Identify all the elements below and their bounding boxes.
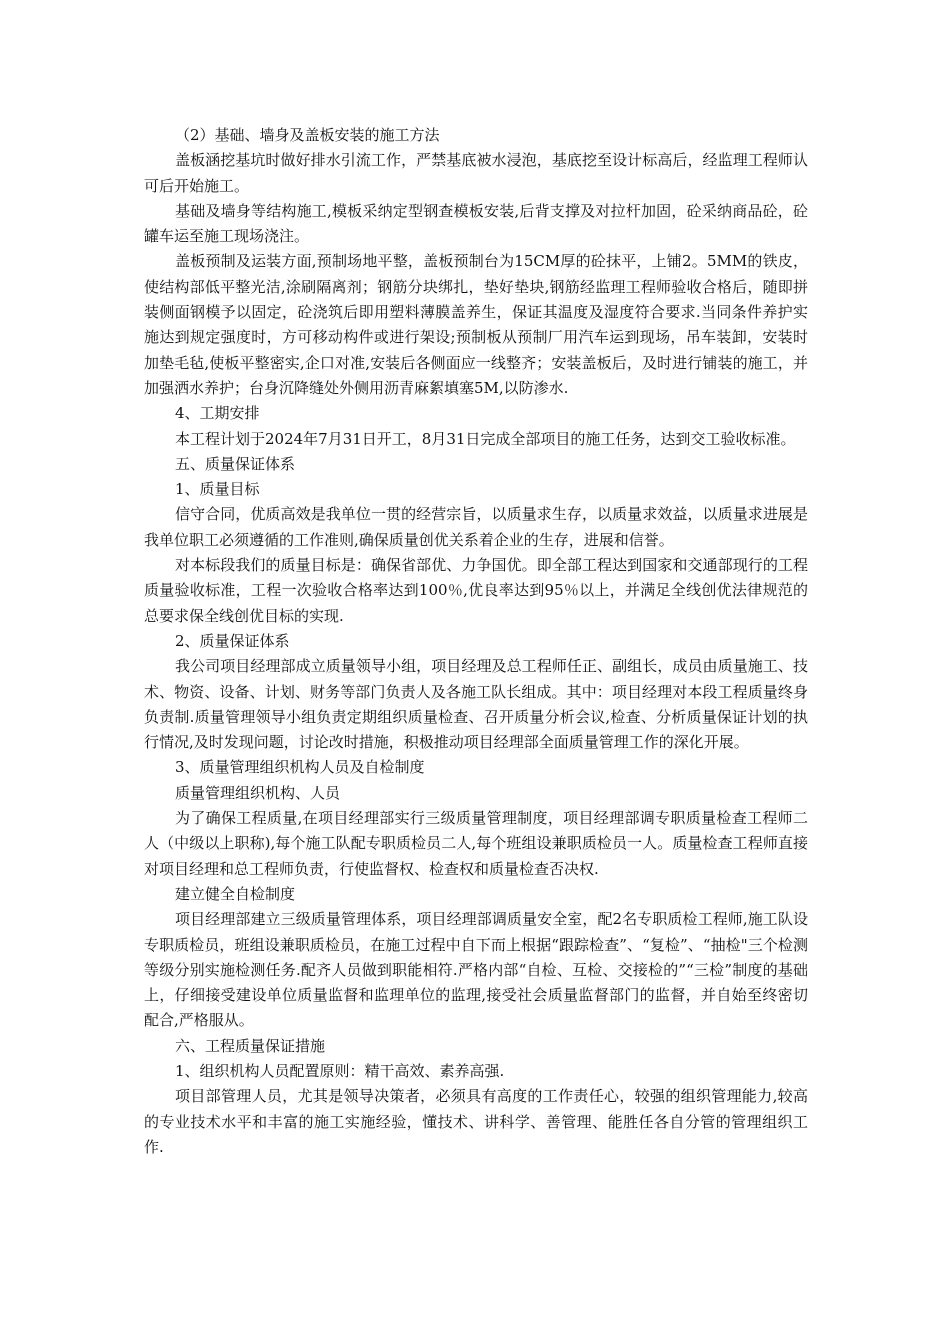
subheading-self-inspection: 建立健全自检制度 [175, 884, 296, 903]
paragraph-quality-principle: 信守合同，优质高效是我单位一贯的经营宗旨，以质量求生存，以质量求效益，以质量求进展是我单位职工必须遵循的工作准则,确保质量创优关系着企业的生存，进展和信誉。 [144, 505, 808, 549]
paragraph-quality-team: 我公司项目经理部成立质量领导小组，项目经理及总工程师任正、副组长，成员由质量施工、技术、物资、设备、计划、财务等部门负责人及各施工队长组成。其中：项目经理对本段工程质量终身负责制.质量管理领导小组负责定期组织质量检查、召开质量分析会议,检查、分析质量保证计划的执行情况,及时发现问题，讨论改时措施，积极推动项目经理部全面质量管理工作的深化开展。 [144, 657, 808, 752]
section-heading-quality-measures: 六、工程质量保证措施 [175, 1036, 326, 1055]
paragraph-management-staff: 项目部管理人员，尤其是领导决策者，必须具有高度的工作责任心，较强的组织管理能力,较高的专业技术水平和丰富的施工实施经验，懂技术、讲科学、善管理、能胜任各自分管的管理组织工作. [144, 1087, 808, 1156]
section-heading-foundation-method: （2）基础、墙身及盖板安装的施工方法 [175, 126, 440, 144]
paragraph-formwork: 基础及墙身等结构施工,模板采纳定型钢查模板安装,后背支撑及对拉杆加固，砼采纳商品砼，砼罐车运至施工现场浇注。 [144, 201, 808, 246]
paragraph-schedule: 本工程计划于2024年7月31日开工，8月31日完成全部项目的施工任务，达到交工验收标准。 [175, 429, 796, 448]
paragraph-foundation-pit: 盖板涵挖基坑时做好排水引流工作，严禁基底被水浸泡，基底挖至设计标高后，经监理工程师认可后开始施工。 [144, 151, 808, 195]
document-body [144, 123, 808, 1160]
subheading-staffing-principle: 1、组织机构人员配置原则：精干高效、素养高强. [175, 1061, 505, 1080]
paragraph-quality-target: 对本标段我们的质量目标是：确保省部优、力争国优。即全部工程达到国家和交通部现行的工程质量验收标准，工程一次验收合格率达到100％,优良率达到95％以上，并满足全线创优法律规范的总要求保全线创优目标的实现. [144, 556, 808, 625]
subheading-quality-organization: 3、质量管理组织机构人员及自检制度 [175, 758, 425, 777]
section-heading-quality-system: 五、质量保证体系 [175, 454, 296, 473]
paragraph-self-inspection: 项目经理部建立三级质量管理体系，项目经理部调质量安全室，配2名专职质检工程师,施工队设专职质检员，班组设兼职质检员，在施工过程中自下而上根据“跟踪检查”、“复检”、“抽检"三个检测等级分别实施检测任务.配齐人员做到职能相符.严格内部“自检、互检、交接检的”“三检”制度的基础上，仔细接受建设单位质量监督和监理单位的监理,接受社会质量监督部门的监督，并自始至终密切配合,严格服从。 [144, 910, 808, 1030]
paragraph-three-level-management: 为了确保工程质量,在项目经理部实行三级质量管理制度，项目经理部调专职质量检查工程师二人（中级以上职称),每个施工队配专职质检员二人,每个班组设兼职质检员一人。质量检查工程师直接对项目经理和总工程师负责，行使监督权、检查权和质量检查否决权. [144, 809, 808, 878]
subheading-organization-personnel: 质量管理组织机构、人员 [175, 783, 341, 802]
section-heading-schedule: 4、工期安排 [175, 404, 260, 423]
paragraph-cover-plate-prefab: 盖板预制及运装方面,预制场地平整，盖板预制台为15CM厚的砼抹平，上铺2。5MM的铁皮，使结构部低平整光洁,涂刷隔离剂；钢筋分块绑扎，垫好垫块,钢筋经监理工程师验收合格后，随即拼装侧面钢模予以固定，砼浇筑后即用塑料薄膜盖养生，保证其温度及湿度符合要求.当同条件养护实施达到规定强度时，方可移动构件或进行架设;预制板从预制厂用汽车运到现场，吊车装卸，安装时加垫毛毡,使板平整密实,企口对准,安装后各侧面应一线整齐；安装盖板后，及时进行铺装的施工，并加强洒水养护；台身沉降缝处外侧用沥青麻絮填塞5M,以防渗水. [144, 252, 808, 397]
subheading-quality-goal: 1、质量目标 [175, 480, 260, 499]
subheading-quality-assurance: 2、质量保证体系 [175, 631, 290, 650]
